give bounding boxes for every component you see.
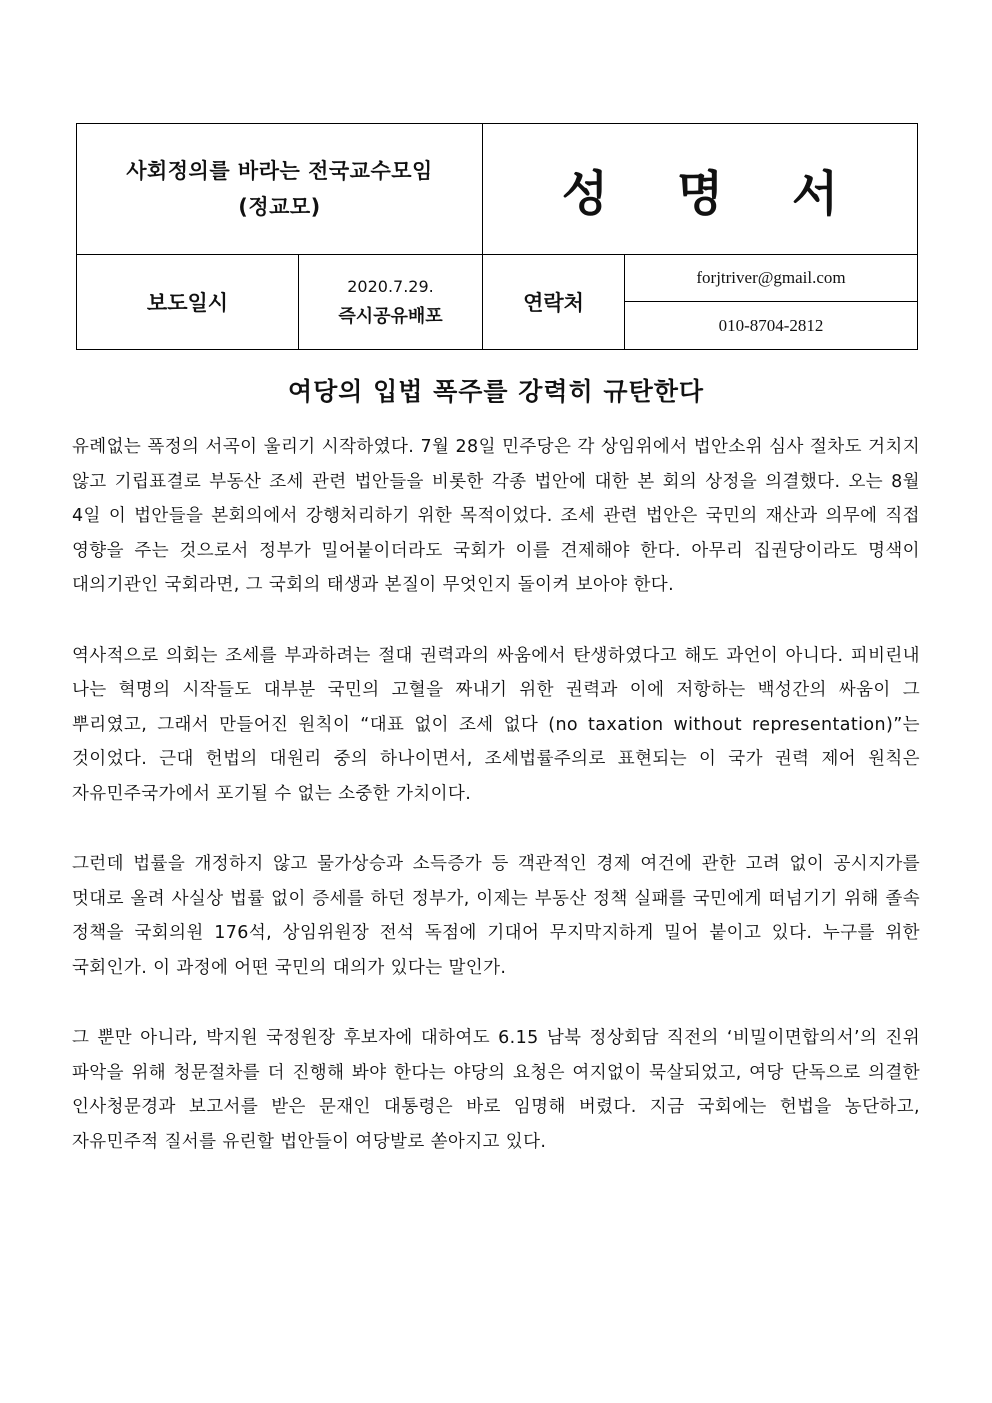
release-label: 보도일시 <box>77 255 299 350</box>
organization-cell <box>77 124 483 255</box>
release-info-cell <box>299 255 483 350</box>
statement-headline: 여당의 입법 폭주를 강력히 규탄한다 <box>287 377 705 406</box>
release-note: 즉시공유배포 <box>338 306 443 327</box>
contact-phone: 010-8704-2812 <box>625 302 918 350</box>
organization-abbreviation: (정교모) <box>238 195 321 219</box>
release-date: 2020.7.29. <box>347 277 434 296</box>
statement-body <box>72 430 920 1195</box>
body-paragraph: 역사적으로 의회는 조세를 부과하려는 절대 권력과의 싸움에서 탄생하였다고 해도 과언이 아니다. 피비린내 나는 혁명의 시작들도 대부분 국민의 고혈을 짜내기 위한 권력과 이에 저항하는 백성간의 싸움이 그 뿌리였고, 그래서 만들어진 원칙이 “대표 없이 조세 없다 (no taxation without representation)”는 것이었다. 근대 헌법의 대원리 중의 하나이면서, 조세법률주의로 표현되는 이 국가 권력 제어 원칙은 자유민주국가에서 포기될 수 없는 소중한 가치이다. <box>72 645 920 804</box>
document-title: 성 명 서 <box>483 124 918 255</box>
statement-header-table <box>76 123 918 350</box>
contact-label: 연락처 <box>483 255 625 350</box>
body-paragraph: 그런데 법률을 개정하지 않고 물가상승과 소득증가 등 객관적인 경제 여건에 관한 고려 없이 공시지가를 멋대로 올려 사실상 법률 없이 증세를 하던 정부가, 이제는 부동산 정책 실패를 국민에게 떠넘기기 위해 졸속 정책을 국회의원 176석, 상임위원장 전석 독점에 기대어 무지막지하게 밀어 붙이고 있다. 누구를 위한 국회인가. 이 과정에 어떤 국민의 대의가 있다는 말인가. <box>72 854 920 978</box>
contact-email: forjtriver@gmail.com <box>625 255 918 302</box>
body-paragraph: 그 뿐만 아니라, 박지원 국정원장 후보자에 대하여도 6.15 남북 정상회담 직전의 ‘비밀이면합의서’의 진위 파악을 위해 청문절차를 더 진행해 봐야 한다는 야당의 요청은 여지없이 묵살되었고, 여당 단독으로 의결한 인사청문경과 보고서를 받은 문재인 대통령은 바로 임명해 버렸다. 지금 국회에는 헌법을 농단하고, 자유민주적 질서를 유린할 법안들이 여당발로 쏟아지고 있다. <box>72 1028 920 1152</box>
organization-name: 사회정의를 바라는 전국교수모임 <box>126 159 433 183</box>
body-paragraph: 유례없는 폭정의 서곡이 울리기 시작하였다. 7월 28일 민주당은 각 상임위에서 법안소위 심사 절차도 거치지 않고 기립표결로 부동산 조세 관련 법안들을 비롯한 각종 법안에 대한 본 회의 상정을 의결했다. 오는 8월 4일 이 법안들을 본회의에서 강행처리하기 위한 목적이었다. 조세 관련 법안은 국민의 재산과 의무에 직접 영향을 주는 것으로서 정부가 밀어붙이더라도 국회가 이를 견제해야 한다. 아무리 집권당이라도 명색이 대의기관인 국회라면, 그 국회의 태생과 본질이 무엇인지 돌이켜 보아야 한다. <box>72 437 920 595</box>
